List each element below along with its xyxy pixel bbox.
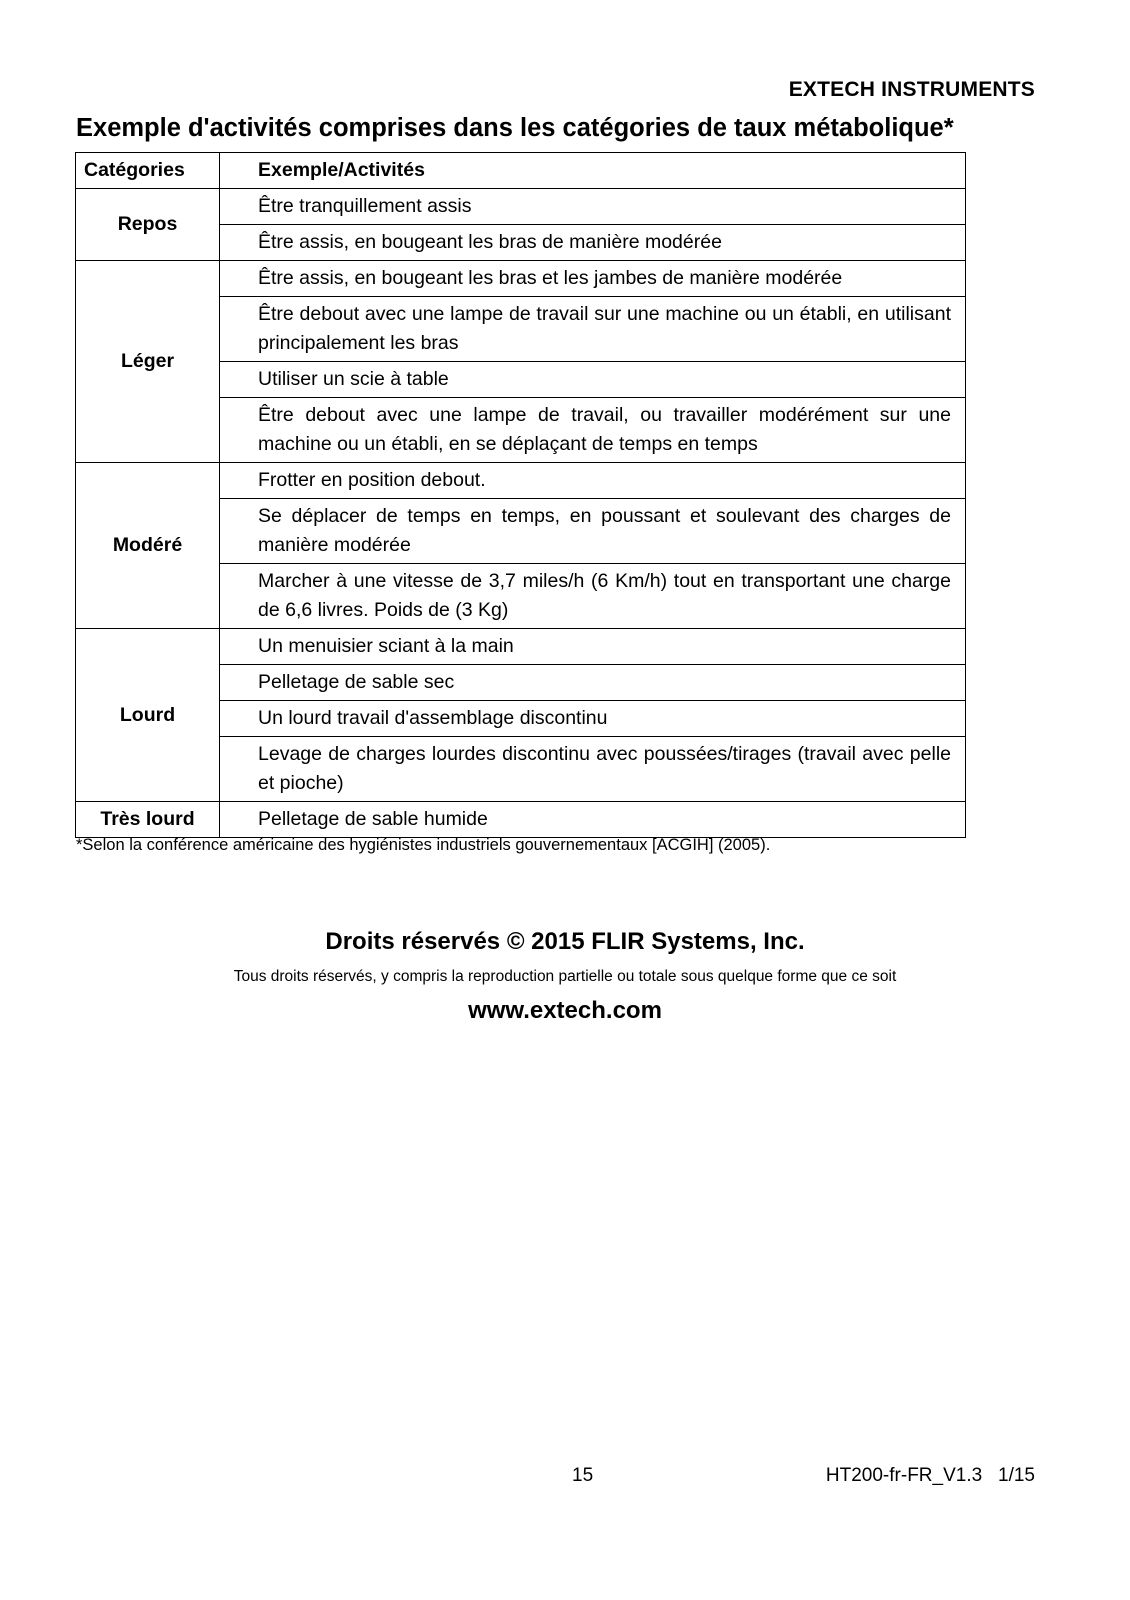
table-row <box>76 629 966 665</box>
document-code: HT200-fr-FR_V1.3 1/15 <box>825 1465 1035 1486</box>
table-footnote: *Selon la conférence américaine des hygiénistes industriels gouvernementaux [ACGIH] (2005). <box>76 836 771 854</box>
activity-cell: Être assis, en bougeant les bras et les jambes de manière modérée <box>220 261 966 297</box>
table-row <box>76 261 966 297</box>
table-row <box>76 463 966 499</box>
activity-cell: Être debout avec une lampe de travail sur une machine ou un établi, en utilisant principalement les bras <box>220 297 966 362</box>
category-cell-lourd: Lourd <box>76 629 220 802</box>
table-row <box>76 802 966 838</box>
copyright-notice: Droits réservés © 2015 FLIR Systems, Inc. <box>325 928 805 955</box>
table-header-row <box>76 153 966 189</box>
rights-statement: Tous droits réservés, y compris la reproduction partielle ou totale sous quelque forme que ce soit <box>233 968 897 985</box>
table-row <box>76 189 966 225</box>
activity-cell: Frotter en position debout. <box>220 463 966 499</box>
category-cell-repos: Repos <box>76 189 220 261</box>
column-header-activities: Exemple/Activités <box>220 153 966 189</box>
activity-cell: Pelletage de sable humide <box>220 802 966 838</box>
website-url: www.extech.com <box>468 997 662 1024</box>
activity-cell: Levage de charges lourdes discontinu avec poussées/tirages (travail avec pelle et pioche) <box>220 737 966 802</box>
page-title: Exemple d'activités comprises dans les catégories de taux métabolique* <box>76 114 954 142</box>
page-number: 15 <box>572 1465 594 1486</box>
activity-cell: Pelletage de sable sec <box>220 665 966 701</box>
activity-table <box>75 152 966 838</box>
activity-cell: Être tranquillement assis <box>220 189 966 225</box>
activity-cell: Un menuisier sciant à la main <box>220 629 966 665</box>
activity-cell: Marcher à une vitesse de 3,7 miles/h (6 Km/h) tout en transportant une charge de 6,6 livres. Poids de (3 Kg) <box>220 564 966 629</box>
activity-cell: Utiliser un scie à table <box>220 362 966 398</box>
category-cell-leger: Léger <box>76 261 220 463</box>
activity-cell: Être debout avec une lampe de travail, ou travailler modérément sur une machine ou un établi, en se déplaçant de temps en temps <box>220 398 966 463</box>
activity-cell: Être assis, en bougeant les bras de manière modérée <box>220 225 966 261</box>
category-cell-modere: Modéré <box>76 463 220 629</box>
column-header-categories: Catégories <box>76 153 220 189</box>
brand-header: EXTECH INSTRUMENTS <box>788 78 1035 101</box>
activity-cell: Un lourd travail d'assemblage discontinu <box>220 701 966 737</box>
activity-cell: Se déplacer de temps en temps, en poussant et soulevant des charges de manière modérée <box>220 499 966 564</box>
category-cell-tres-lourd: Très lourd <box>76 802 220 838</box>
